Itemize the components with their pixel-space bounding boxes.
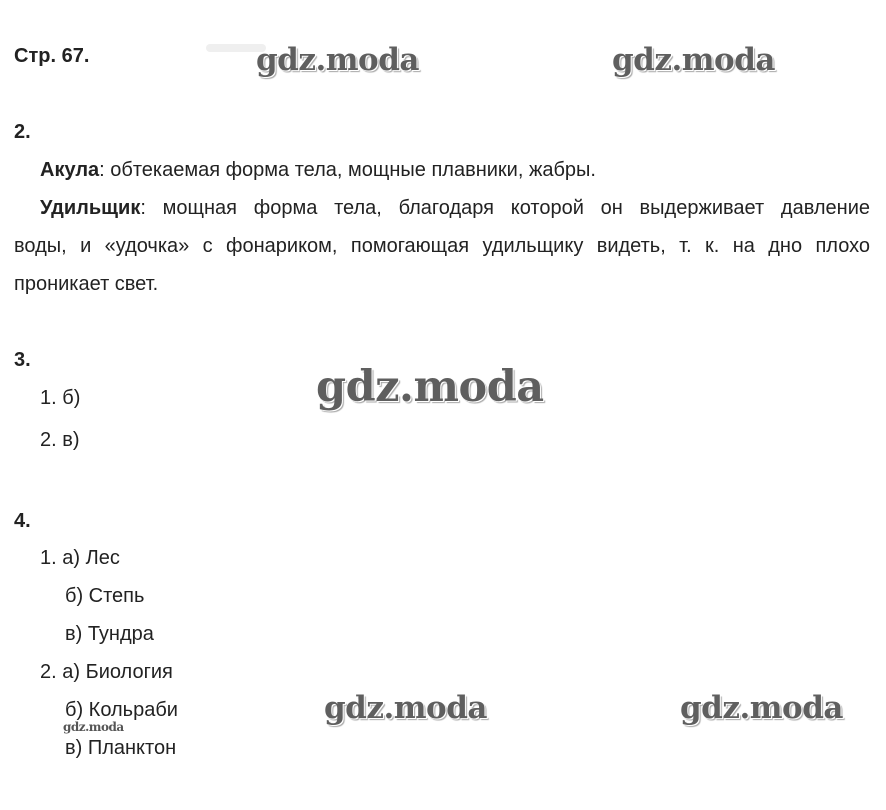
task-3-answer-2: 2. в) (40, 429, 80, 451)
task-2-number: 2. (14, 121, 31, 143)
task-4-number: 4. (14, 510, 31, 532)
task-3-number: 3. (14, 349, 31, 371)
watermark-center: gdz.moda (316, 362, 544, 412)
page-title: Стр. 67. (14, 45, 90, 67)
task-4-answer-1c: в) Тундра (65, 623, 154, 645)
task-4-answer-2b: б) Кольраби (65, 699, 178, 721)
watermark-bottom-center: gdz.moda (324, 690, 487, 726)
angler-description-1: : мощная форма тела, благодаря которой он выдерживает давление (140, 197, 870, 219)
task-4-answer-1a: 1. а) Лес (40, 547, 120, 569)
angler-line-1 (40, 196, 870, 220)
watermark-top-left: gdz.moda (256, 42, 419, 78)
shark-description: : обтекаемая форма тела, мощные плавники, жабры. (99, 159, 596, 181)
watermark-small: gdz.moda (63, 720, 124, 734)
shark-paragraph (40, 158, 596, 182)
task-4-answer-2a: 2. а) Биология (40, 661, 173, 683)
task-4-answer-2c: в) Планктон (65, 737, 177, 759)
angler-line-2: воды, и «удочка» с фонариком, помогающая удильщику видеть, т. к. на дно плохо (14, 235, 870, 257)
task-3-answer-1: 1. б) (40, 387, 81, 409)
task-4-answer-1b: б) Степь (65, 585, 145, 607)
watermark-bottom-right: gdz.moda (680, 690, 843, 726)
shark-term: Акула (40, 159, 100, 181)
angler-term: Удильщик (40, 197, 141, 219)
angler-line-3: проникает свет. (14, 273, 159, 295)
watermark-top-right: gdz.moda (612, 42, 775, 78)
